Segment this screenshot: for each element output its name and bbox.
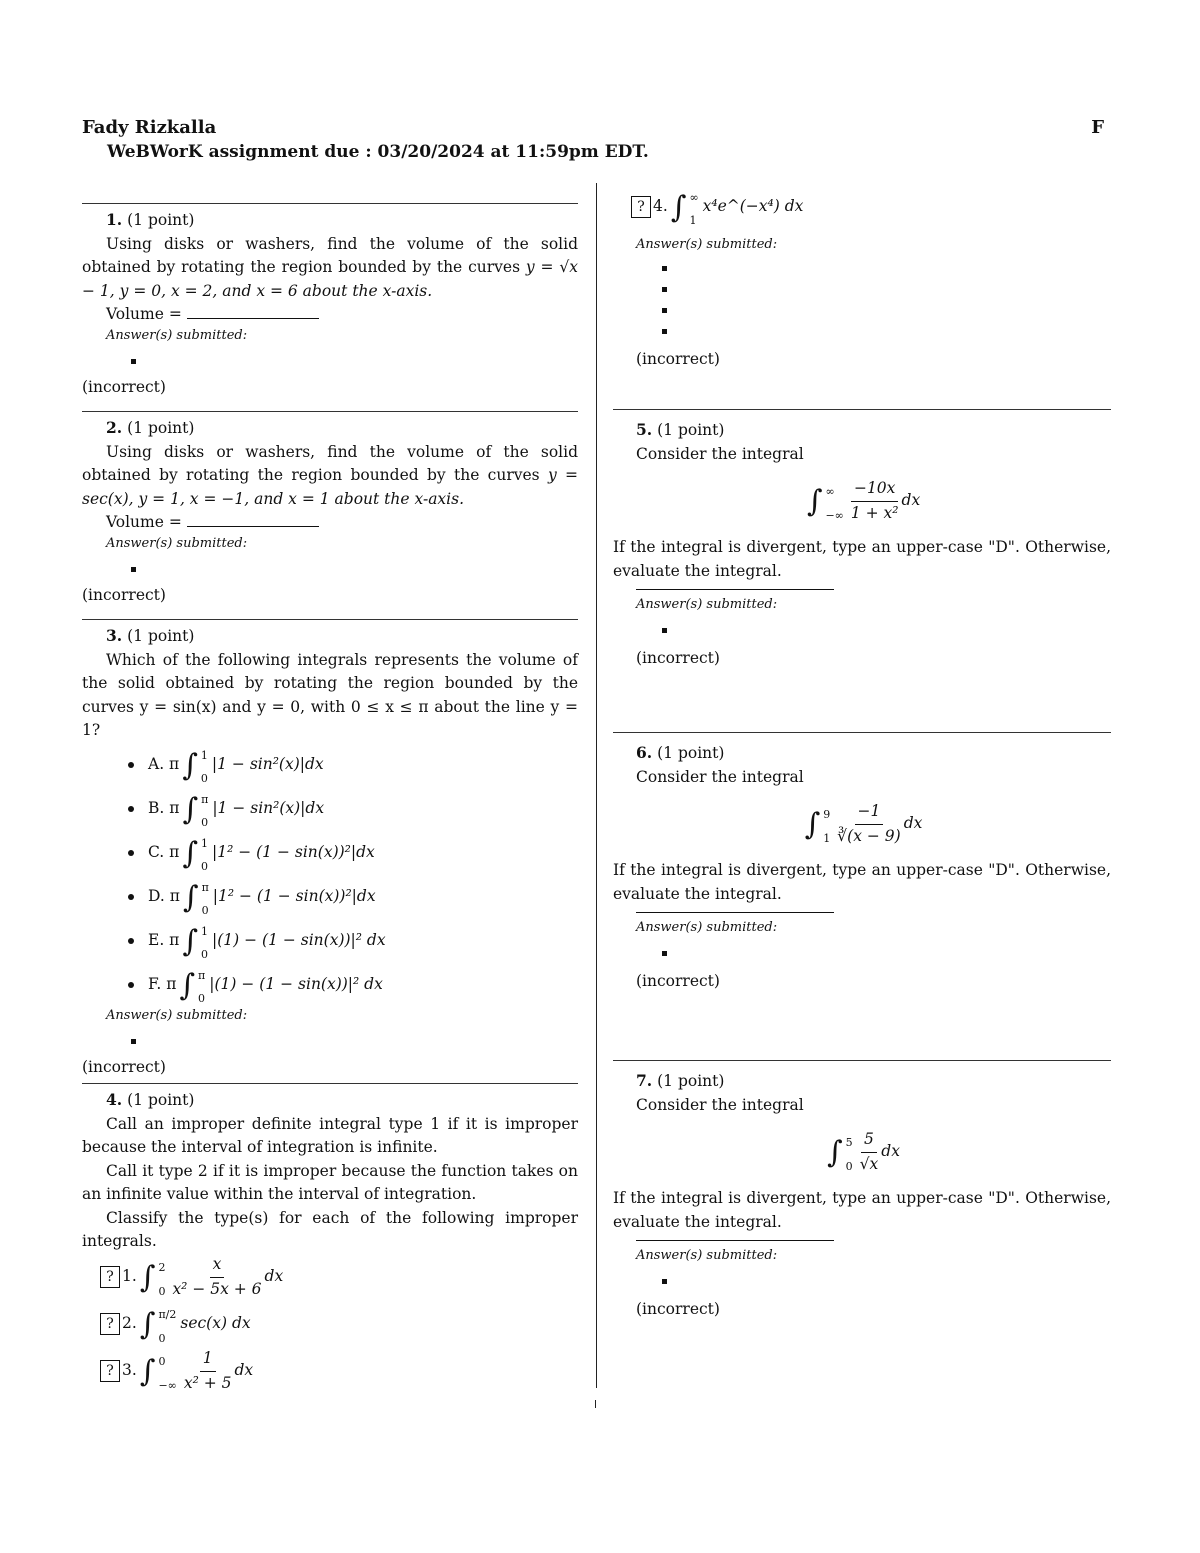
integral-sign: ∫ [139,1354,156,1389]
lower-limit: 0 [201,860,208,873]
answer-status: (incorrect) [82,1057,166,1076]
volume-label: Volume = [106,513,182,531]
classify-item [631,183,1111,230]
problem-points: (1 point) [657,744,725,762]
option-label: D. π [148,886,180,905]
option-item[interactable] [128,831,578,875]
integrand-tail: |1² − (1 − sin(x))²|dx [212,886,376,905]
fraction [851,477,899,525]
problem-points: (1 point) [657,421,725,439]
problem-number: 4. [106,1090,123,1109]
version-letter: F [1091,117,1104,138]
classify-item [100,1348,578,1395]
integral-sign: ∫ [670,189,687,225]
lower-limit: 1 [689,214,697,227]
lower-limit: 0 [201,816,209,829]
option-item[interactable] [128,919,578,963]
integral-limits [823,803,830,845]
numerator: 1 [200,1347,216,1372]
lower-limit: 0 [201,904,209,917]
bullet-dot [128,938,134,944]
integral-sign: ∫ [182,747,198,783]
upper-limit: π [198,968,206,982]
answers-submitted-label: Answer(s) submitted: [636,237,778,252]
problem-2 [82,411,578,619]
problem-para-1: Call an improper definite integral type 1 if it is improper because the interval of integration is infinite. [82,1114,578,1156]
answer-status: (incorrect) [82,377,166,396]
integral-sign: ∫ [806,484,823,519]
answer-bullet [131,359,136,364]
integrand-tail: |(1) − (1 − sin(x))|² dx [212,930,386,949]
problem-1 [82,203,578,411]
integral-sign: ∫ [804,807,821,842]
divergent-note: If the integral is divergent, type an upper-case "D". Otherwise, evaluate the integral. [613,1189,1111,1231]
denominator: x² − 5x + 6 [172,1279,262,1298]
problem-points: (1 point) [127,627,195,645]
integrand-tail: |(1) − (1 − sin(x))|² dx [209,974,383,993]
lower-limit: 0 [158,1331,166,1345]
answer-status: (incorrect) [636,1300,720,1318]
integral-limits [158,1350,176,1392]
lower-limit: 1 [823,831,831,845]
bullet-dot [128,894,134,900]
display-integral [613,795,1111,853]
integral-sign: ∫ [182,835,198,871]
fraction [860,1128,879,1176]
upper-limit: 2 [158,1261,166,1274]
integral-limits [198,964,205,1006]
lower-limit: −∞ [158,1378,177,1392]
classify-item [100,1254,578,1301]
problem-points: (1 point) [657,1072,725,1090]
numerator: −10x [851,477,898,502]
integrand-tail: dx [901,491,921,510]
integrand-tail: dx [264,1267,284,1286]
upper-limit: π [201,880,209,894]
problem-math: y = sec(x), y = 1, x = −1, and x = 1 about the x-axis. [82,466,579,508]
upper-limit: 9 [823,808,831,821]
integral-limits [158,1303,176,1345]
numerator: −1 [855,800,884,825]
integrand-tail: sec(x) dx [180,1314,251,1333]
problem-points: (1 point) [127,211,195,229]
integral-limits [689,186,698,228]
answer-blank[interactable] [636,589,834,590]
answers-submitted-label: Answer(s) submitted: [106,327,248,343]
lower-limit: 0 [845,1159,853,1173]
options-list [82,743,578,1007]
answers-submitted-label: Answer(s) submitted: [636,597,778,612]
integral-limits [201,920,208,962]
integrand-tail: dx [903,814,923,833]
answer-bullet [662,287,667,292]
integrand-tail: x⁴e^(−x⁴) dx [702,196,804,215]
answer-bullet [662,308,667,313]
bullet-dot [128,850,134,856]
student-name: Fady Rizkalla [82,117,217,138]
answer-status: (incorrect) [636,649,720,667]
option-label: E. π [148,930,180,949]
left-column [82,203,578,1395]
integral-limits [201,788,208,830]
problem-number: 6. [636,743,653,762]
integral-limits [202,876,209,918]
lower-limit: 0 [200,772,208,785]
option-label: A. π [148,754,180,773]
problem-6 [613,732,1111,1060]
integral-sign: ∫ [182,791,199,827]
integrand-tail: dx [881,1142,900,1161]
item-index: 3. [122,1361,137,1380]
answer-bullet [131,1039,136,1044]
answer-status: (incorrect) [636,350,720,368]
volume-label: Volume = [106,305,182,323]
answer-blank[interactable] [187,304,319,319]
answers-submitted-label: Answer(s) submitted: [106,535,248,551]
problem-text: Using disks or washers, find the volume of the solid obtained by rotating the region bounded by the curves [82,442,578,484]
numerator: x [210,1253,225,1278]
problem-text: Which of the following integrals represents the volume of the solid obtained by rotating the region bounded by the curves y = sin(x) and y = 0, with 0 ≤ x ≤ π about the line y = 1? [82,650,578,739]
answer-blank[interactable] [636,912,834,913]
problem-para-2: Call it type 2 if it is improper because the function takes on an infinite value within the interval of integration. [82,1161,578,1203]
integral-sign: ∫ [139,1307,156,1342]
classify-list [613,183,1111,230]
problem-number: 3. [106,626,123,645]
display-integral [613,472,1111,530]
integral-sign: ∫ [827,1135,843,1170]
problem-number: 2. [106,418,123,437]
denominator: √x [859,1154,879,1173]
integral-limits [201,832,208,874]
bullet-dot [128,982,134,988]
problem-5 [613,409,1111,732]
answer-blank[interactable] [187,512,319,527]
bullet-dot [128,762,134,768]
problem-4-continued [613,183,1111,409]
fraction [837,800,900,848]
divergent-note: If the integral is divergent, type an upper-case "D". Otherwise, evaluate the integral. [613,861,1111,903]
problem-7 [613,1060,1111,1385]
answers-submitted-label: Answer(s) submitted: [636,920,778,935]
option-label: C. π [148,842,180,861]
item-index: 2. [122,1314,137,1333]
lower-limit: 0 [201,948,208,961]
bullet-dot [128,806,134,812]
problem-para-3: Classify the type(s) for each of the following improper integrals. [82,1208,578,1250]
divider-tick [595,1400,596,1408]
answer-status: (incorrect) [82,585,166,604]
fraction [172,1253,261,1301]
integral-sign: ∫ [182,923,198,959]
integral-sign: ∫ [179,967,196,1003]
integral-sign: ∫ [182,879,199,915]
lower-limit: 0 [158,1284,166,1298]
integrand-tail: dx [234,1361,254,1380]
integrand-tail: |1 − sin²(x)|dx [211,754,324,773]
type-select[interactable]: ? [100,1266,120,1288]
answer-status: (incorrect) [636,972,720,990]
answers-submitted-label: Answer(s) submitted: [106,1007,248,1023]
problem-text: Using disks or washers, find the volume of the solid obtained by rotating the region bounded by the curves [82,234,578,276]
option-item[interactable] [128,787,578,831]
integrand-tail: |1 − sin²(x)|dx [212,798,325,817]
answers-submitted-label: Answer(s) submitted: [636,1248,778,1263]
problem-3 [82,619,578,1083]
integral-limits [825,480,843,522]
option-item[interactable] [128,963,578,1007]
upper-limit: 1 [201,924,208,938]
numerator: 5 [861,1128,877,1153]
consider-text: Consider the integral [636,444,804,463]
lower-limit: −∞ [825,508,844,522]
problem-number: 1. [106,210,123,229]
type-select[interactable]: ? [100,1360,120,1382]
right-column [613,183,1111,1385]
upper-limit: ∞ [689,190,699,204]
integral-limits [846,1131,853,1173]
denominator: x² + 5 [183,1373,232,1392]
option-item[interactable] [128,743,578,787]
option-item[interactable] [128,875,578,919]
type-select[interactable]: ? [631,196,651,218]
due-line: WeBWorK assignment due : 03/20/2024 at 11:59pm EDT. [107,142,649,162]
column-divider [596,183,597,1388]
problem-number: 5. [636,420,653,439]
option-label: B. π [148,798,180,817]
problem-points: (1 point) [127,419,195,437]
integral-limits [158,1256,165,1298]
upper-limit: π [201,792,209,806]
problem-4 [82,1083,578,1395]
denominator: ∛(x − 9) [837,826,901,845]
upper-limit: ∞ [825,485,835,498]
item-index: 4. [653,196,668,215]
integral-limits [201,744,208,786]
answer-blank[interactable] [636,1240,834,1241]
problem-math: y = √x − 1, y = 0, x = 2, and x = 6 about the x-axis. [82,258,579,300]
integrand-tail: |1² − (1 − sin(x))²|dx [212,842,375,861]
lower-limit: 0 [198,992,206,1005]
divergent-note: If the integral is divergent, type an upper-case "D". Otherwise, evaluate the integral. [613,538,1111,580]
type-select[interactable]: ? [100,1313,120,1335]
display-integral [613,1123,1111,1181]
consider-text: Consider the integral [636,1095,804,1114]
answer-bullet [662,1279,667,1284]
consider-text: Consider the integral [636,767,804,786]
answer-bullet [662,329,667,334]
upper-limit: 0 [158,1355,166,1368]
denominator: 1 + x² [850,503,899,522]
item-index: 1. [122,1267,137,1286]
answer-bullet [662,628,667,633]
upper-limit: 1 [200,748,208,762]
answer-bullet [662,951,667,956]
upper-limit: 1 [201,836,208,850]
fraction [184,1347,232,1395]
option-label: F. π [148,974,177,993]
problem-points: (1 point) [127,1091,195,1109]
classify-list [82,1254,578,1395]
answer-bullet [131,567,136,572]
classify-item [100,1301,578,1348]
upper-limit: π/2 [158,1308,177,1321]
answer-bullet [662,266,667,271]
upper-limit: 5 [845,1136,853,1149]
integral-sign: ∫ [139,1260,156,1295]
problem-number: 7. [636,1071,653,1090]
